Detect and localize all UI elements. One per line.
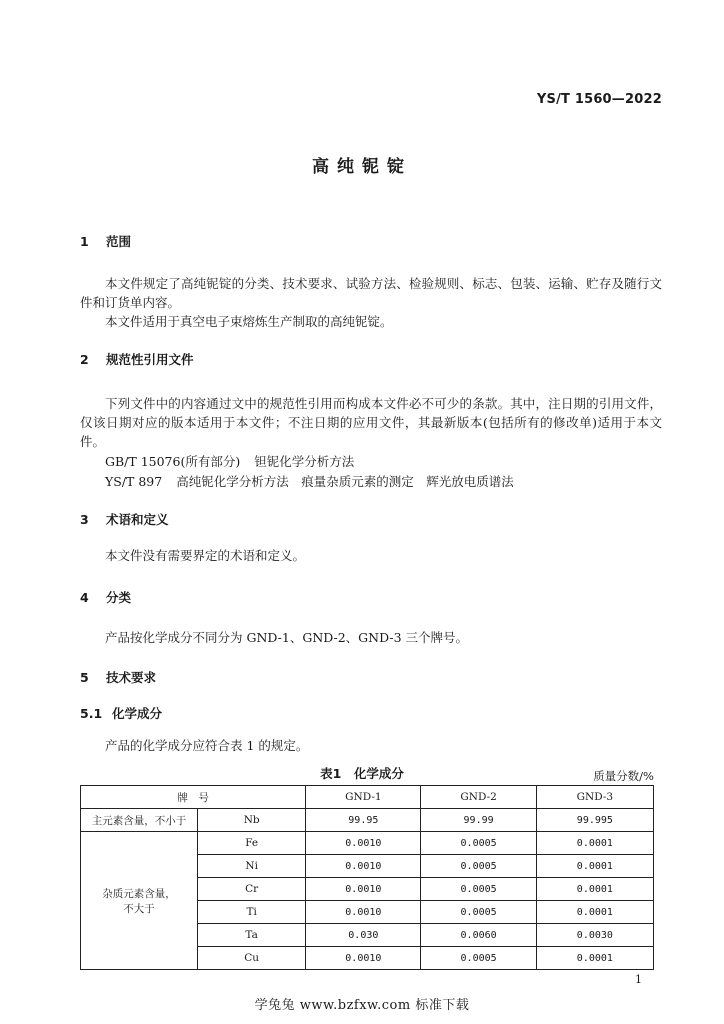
- standard-code: YS/T 1560—2022: [536, 92, 662, 107]
- value-cell: 0.0005: [421, 947, 536, 970]
- section-number: 4: [80, 590, 89, 605]
- main-element-label-cell: 主元素含量，不小于: [81, 809, 198, 832]
- impurity-label-line: 不大于: [123, 902, 155, 915]
- table-row: [81, 809, 654, 832]
- section-title: 规范性引用文件: [106, 352, 194, 367]
- element-cell: Ni: [198, 855, 306, 878]
- reference-code: YS/T 897: [105, 474, 163, 489]
- value-cell: 0.0001: [536, 832, 653, 855]
- impurity-label-line: 杂质元素含量，: [102, 887, 176, 900]
- normative-reference: [105, 452, 354, 470]
- element-cell: Nb: [198, 809, 306, 832]
- section-number: 3: [80, 512, 89, 527]
- section-1-heading: [80, 232, 131, 250]
- value-cell: 0.0005: [421, 901, 536, 924]
- grade-header-cell: GND-1: [306, 786, 421, 809]
- element-cell: Ti: [198, 901, 306, 924]
- page-number: 1: [635, 973, 642, 986]
- table-header-row: [81, 786, 654, 809]
- section-title: 分类: [106, 590, 132, 605]
- value-cell: 99.99: [421, 809, 536, 832]
- reference-title: 高纯铌化学分析方法 痕量杂质元素的测定 辉光放电质谱法: [176, 474, 514, 489]
- section-3-paragraph-1: 本文件没有需要界定的术语和定义。: [105, 548, 306, 563]
- section-3-heading: [80, 510, 169, 528]
- value-cell: 0.0001: [536, 947, 653, 970]
- section-2-heading: [80, 350, 194, 368]
- section-1-paragraph-2: 本文件适用于真空电子束熔炼生产制取的高纯铌锭。: [105, 314, 393, 329]
- value-cell: 0.0005: [421, 878, 536, 901]
- section-number: 1: [80, 234, 89, 249]
- table-caption: 表1 化学成分: [320, 766, 404, 781]
- value-cell: 0.0010: [306, 878, 421, 901]
- section-4-paragraph-1: 产品按化学成分不同分为 GND-1、GND-2、GND-3 三个牌号。: [105, 630, 469, 645]
- value-cell: 99.95: [306, 809, 421, 832]
- value-cell: 0.0005: [421, 832, 536, 855]
- normative-reference: [105, 472, 514, 490]
- section-title: 术语和定义: [106, 512, 169, 527]
- section-5-1-paragraph-1: 产品的化学成分应符合表 1 的规定。: [105, 738, 309, 753]
- value-cell: 0.0001: [536, 901, 653, 924]
- value-cell: 0.0030: [536, 924, 653, 947]
- chemical-composition-table: [80, 785, 654, 970]
- document-title: 高纯铌锭: [312, 157, 412, 177]
- grade-header-cell: GND-3: [536, 786, 653, 809]
- value-cell: 0.0010: [306, 947, 421, 970]
- value-cell: 0.0005: [421, 855, 536, 878]
- section-1-paragraph-1: 本文件规定了高纯铌锭的分类、技术要求、试验方法、检验规则、标志、包装、运输、贮存及随行文件和订货单内容。: [80, 276, 662, 310]
- section-number: 5.1: [80, 706, 103, 721]
- grade-header-cell: GND-2: [421, 786, 536, 809]
- value-cell: 99.995: [536, 809, 653, 832]
- section-number: 2: [80, 352, 89, 367]
- section-title: 技术要求: [106, 670, 157, 685]
- element-cell: Cu: [198, 947, 306, 970]
- section-5-1-heading: [80, 704, 162, 722]
- value-cell: 0.0001: [536, 855, 653, 878]
- value-cell: 0.0060: [421, 924, 536, 947]
- table-row: [81, 832, 654, 855]
- section-5-heading: [80, 668, 156, 686]
- section-2-paragraph-1: 下列文件中的内容通过文中的规范性引用而构成本文件必不可少的条款。其中，注日期的引用文件，仅该日期对应的版本适用于本文件；不注日期的应用文件，其最新版本(包括所有的修改单)适用于本文件。: [80, 396, 662, 449]
- section-title: 化学成分: [112, 706, 163, 721]
- table-unit: 质量分数/%: [593, 769, 654, 783]
- element-cell: Cr: [198, 878, 306, 901]
- value-cell: 0.030: [306, 924, 421, 947]
- value-cell: 0.0010: [306, 832, 421, 855]
- value-cell: 0.0010: [306, 855, 421, 878]
- impurity-label-cell: [81, 832, 198, 970]
- reference-code: GB/T 15076(所有部分): [105, 454, 241, 469]
- footer-watermark-link[interactable]: 学兔兔 www.bzfxw.com 标准下载: [254, 998, 470, 1013]
- section-4-heading: [80, 588, 131, 606]
- value-cell: 0.0001: [536, 878, 653, 901]
- element-cell: Ta: [198, 924, 306, 947]
- grade-header-cell: 牌 号: [81, 786, 306, 809]
- section-title: 范围: [106, 234, 132, 249]
- value-cell: 0.0010: [306, 901, 421, 924]
- reference-title: 钽铌化学分析方法: [254, 454, 355, 469]
- section-number: 5: [80, 670, 89, 685]
- element-cell: Fe: [198, 832, 306, 855]
